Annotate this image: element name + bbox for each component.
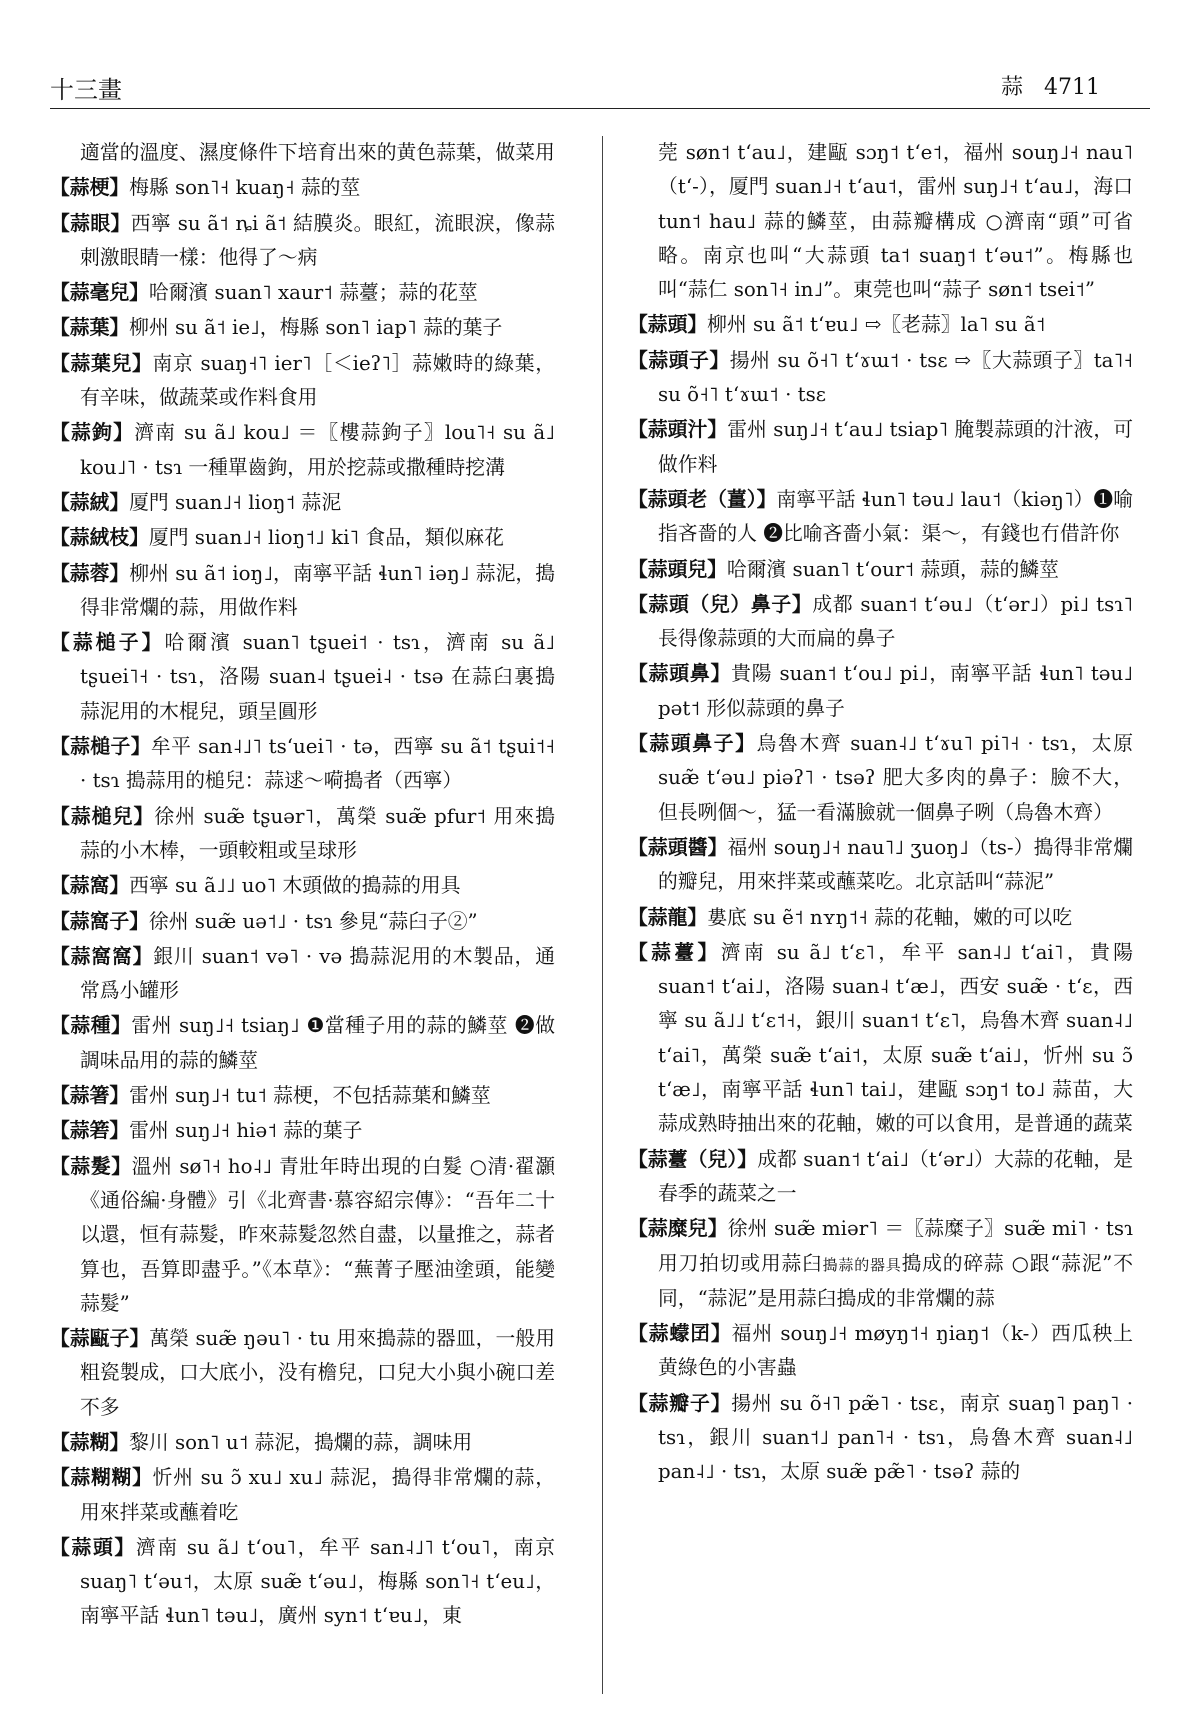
dictionary-entry: [628, 900, 1133, 935]
entry-text: 徐州 suæ̃ miər˥ ＝〖蒜糜子〗suæ̃ mi˥ · tsɿ 用刀拍切或用蒜臼: [658, 1217, 1133, 1275]
dictionary-entry: [50, 206, 555, 276]
entry-text: 徐州 suæ̃ tʂuər˥，萬榮 suæ̃ pfur˦ 用來搗蒜的小木棒，一頭較粗或呈球形: [80, 804, 555, 862]
entry-text: 梅縣 son˥˧ kuaŋ˧ 蒜的莖: [129, 176, 361, 200]
entry-text: 成都 suan˦ tʻai˩（tʻər˩）大蒜的花軸，是春季的蔬菜之一: [658, 1147, 1133, 1205]
entry-headword: 【蒜箬】: [50, 1118, 130, 1143]
dictionary-entry: [628, 1211, 1133, 1316]
entry-headword: 【蒜頭老（薑）】: [628, 486, 777, 511]
entry-note: 搗蒜的器具: [822, 1255, 902, 1274]
entry-headword: 【蒜頭兒】: [628, 556, 727, 581]
header-rule: [50, 108, 1150, 109]
dictionary-entry: [50, 520, 555, 555]
column-divider: [602, 136, 603, 1694]
dictionary-entry: [50, 729, 555, 799]
entry-headword: 【蒜絨】: [50, 489, 130, 514]
dictionary-entry: [50, 346, 555, 416]
dictionary-entry: [628, 482, 1133, 552]
dictionary-entry: [50, 485, 555, 520]
entry-text: 婁底 su ẽ˦ nʏŋ˦˧ 蒜的花軸，嫩的可以吃: [707, 905, 1072, 929]
entry-text: 濟南 su ã˩ kou˩ ＝〖樓蒜鉤子〗lou˥˧ su ã˩ kou˩˥ · tsɿ 一種單齒鉤，用於挖蒜或撒種時挖溝: [80, 421, 555, 479]
entry-headword: 【蒜葉】: [50, 315, 130, 340]
entry-text: 西寧 su ã˩˩ uo˥ 木頭做的搗蒜的用具: [129, 874, 461, 898]
page-heading: [1001, 70, 1100, 101]
entry-text: 銀川 suan˦ və˥ · və 搗蒜泥用的木製品，通常爲小罐形: [80, 944, 555, 1003]
entry-headword: 【蒜鉤】: [50, 420, 135, 445]
dictionary-entry: [50, 868, 555, 903]
page-header: [50, 62, 1150, 106]
entry-text: 哈爾濱 suan˥ xaur˦ 蒜薹；蒜的花莖: [148, 281, 478, 305]
dictionary-entry: [628, 726, 1133, 830]
entry-headword: 【蒜蠓囝】: [628, 1321, 732, 1346]
dictionary-entry: [628, 1142, 1133, 1212]
dictionary-entry: [628, 552, 1133, 587]
entry-text: 福州 souŋ˩˧ nau˥˩ ʒuoŋ˩（ts-）搗得非常爛的瓣兒，用來拌菜或蘸菜吃。北京話叫“蒜泥”: [658, 835, 1133, 894]
dictionary-entry: [50, 136, 555, 170]
entry-text: 徐州 suæ̃ uə˦˩ · tsɿ 參見“蒜臼子②”: [148, 909, 478, 933]
dictionary-entry: [50, 275, 555, 310]
dictionary-entry: [628, 307, 1133, 342]
entry-text: 成都 suan˦ tʻəu˩（tʻər˩）pi˩ tsɿ˥ 長得像蒜頭的大而扁的鼻子: [658, 592, 1133, 651]
entry-headword: 【蒜頭汁】: [628, 417, 728, 442]
entry-text: 貴陽 suan˦ tʻou˩ pi˩，南寧平話 ɬun˥ təu˩ pət˦ 形似蒜頭的鼻子: [658, 662, 1133, 720]
dictionary-entry: [50, 1321, 555, 1425]
dictionary-entry: [50, 1460, 555, 1530]
entry-headword: 【蒜種】: [50, 1013, 132, 1038]
dictionary-entry: [50, 310, 555, 345]
entry-text: 雷州 suŋ˩˧ tʻau˩ tsiap˥ 腌製蒜頭的汁液，可做作料: [658, 418, 1133, 476]
entry-headword: 【蒜槌子】: [50, 630, 165, 655]
entry-headword: 【蒜薹（兒）】: [628, 1146, 758, 1171]
entry-text: 福州 souŋ˩˧ møyŋ˦˧ ŋiaŋ˦（k-）西瓜秧上黄綠色的小害蟲: [658, 1322, 1133, 1380]
entry-text: 莞 søn˦ tʻau˩，建甌 sɔŋ˦ tʻe˦，福州 souŋ˩˧ nau˥（tʻ-），厦門 suan˩˧ tʻau˦，雷州 suŋ˩˧ tʻau˩，海口 tun˦ hau˩ 蒜的鱗莖，由蒜瓣構成 ○濟南“頭”可省略。南京也叫“大蒜頭 ta˦ suaŋ˦ tʻəu˦”。梅縣也叫“蒜仁 son˥˧ in˩”。東莞也叫“蒜子 søn˦ tsei˦”: [658, 141, 1133, 302]
entry-headword: 【蒜頭醬】: [628, 834, 728, 859]
dictionary-entry: [628, 136, 1133, 307]
entry-text: 黎川 son˥ u˦ 蒜泥，搗爛的蒜，調味用: [129, 1430, 473, 1454]
dictionary-entry: [50, 1149, 555, 1321]
dictionary-entry: [50, 170, 555, 205]
entry-text: 烏魯木齊 suan˨˩ tʻɤu˥ pi˥˧ · tsɿ，太原 suæ̃ tʻəu˩ piəʔ˥ · tsəʔ 肥大多肉的鼻子：臉不大，但長咧個～，猛一看滿臉就一個鼻子咧（烏魯木齊）: [658, 732, 1133, 824]
entry-text: 忻州 su ɔ̃ xu˩ xu˩ 蒜泥，搗得非常爛的蒜，用來拌菜或蘸着吃: [80, 1466, 555, 1524]
entry-text: 南寧平話 ɬun˥ təu˩ lau˦（kiəŋ˥）❶喻指吝嗇的人 ❷比喻吝嗇小氣：渠～，有錢也冇借許你: [658, 487, 1133, 546]
entry-text: 揚州 su õ˧˥ tʻɤɯ˦ · tsɛ ⇨〖大蒜頭子〗ta˥˧ su õ˧˥ tʻɤɯ˦ · tsɛ: [658, 348, 1133, 407]
entry-text: 哈爾濱 suan˥ tʻour˦ 蒜頭，蒜的鱗莖: [726, 557, 1059, 581]
dictionary-entry: [628, 343, 1133, 413]
entry-headword: 【蒜毫兒】: [50, 280, 149, 305]
entry-text: 溫州 sø˥˧ ho˨˩ 青壯年時出現的白髮 ○清·翟灝《通俗編·身體》引《北齊書·慕容紹宗傳》：“吾年二十以還，恒有蒜髮，昨來蒜髮忽然自盡，以量推之，蒜者算也，吾算即盡乎。”《本草》：“蕪菁子壓油塗頭，能變蒜髮”: [80, 1154, 555, 1315]
entry-headword: 【蒜頭子】: [628, 347, 730, 372]
entry-text: 西寧 su ã˦ ȵi ã˦ 結膜炎。眼紅，流眼淚，像蒜刺激眼睛一樣：他得了～病: [80, 211, 555, 269]
entry-text: 濟南 su ã˩ tʻou˥，牟平 san˨˩˥ tʻou˥，南京 suaŋ˥ tʻəu˦，太原 suæ̃ tʻəu˩，梅縣 son˥˧ tʻeu˩，南寧平話 ɬun˥ təu˩，廣州 syn˦ tʻɐu˩，東: [80, 1535, 555, 1628]
dictionary-entry: [628, 830, 1133, 900]
entry-text: 哈爾濱 suan˥ tʂuei˦ · tsɿ，濟南 su ã˩ tʂuei˥˧ · tsɿ，洛陽 suan˨ tʂuei˨ · tsə 在蒜臼裏搗蒜泥用的木棍兒，頭呈圓形: [80, 631, 555, 723]
dictionary-entry: [628, 656, 1133, 726]
dictionary-entry: [50, 1008, 555, 1078]
entry-headword: 【蒜梗】: [50, 175, 130, 200]
entry-headword: 【蒜糊】: [50, 1429, 130, 1454]
entry-headword: 【蒜眼】: [50, 210, 131, 235]
entry-headword: 【蒜窩子】: [50, 908, 149, 933]
entry-text: 南京 suaŋ˧˥ ier˥［＜ieʔ˥］蒜嫩時的綠葉，有辛味，做蔬菜或作料食用: [80, 351, 555, 410]
entry-headword: 【蒜箸】: [50, 1083, 130, 1108]
dictionary-entry: [628, 1316, 1133, 1386]
dictionary-entry: [50, 1078, 555, 1113]
entry-text: 雷州 suŋ˩˧ tu˦ 蒜梗，不包括蒜葉和鱗莖: [129, 1084, 491, 1108]
entry-text: 厦門 suan˩˧ lioŋ˦ 蒜泥: [129, 490, 342, 514]
entry-text: 柳州 su ã˦ ie˩，梅縣 son˥ iap˥ 蒜的葉子: [129, 316, 503, 340]
entry-headword: 【蒜頭（兒）鼻子】: [628, 591, 813, 616]
dictionary-entry: [628, 935, 1133, 1142]
dictionary-entry: [50, 1113, 555, 1148]
entry-text: 搗成的碎蒜 ○跟“蒜泥”不同，“蒜泥”是用蒜臼搗成的非常爛的蒜: [658, 1251, 1133, 1310]
entry-headword: 【蒜瓣子】: [628, 1390, 732, 1415]
dictionary-entry: [50, 625, 555, 729]
left-column: [50, 136, 555, 1700]
dictionary-entry: [50, 904, 555, 939]
section-title: 十三畫: [50, 76, 122, 104]
entry-headword: 【蒜絨枝】: [50, 525, 149, 550]
entry-text: 雷州 suŋ˩˧ tsiaŋ˩ ❶當種子用的蒜的鱗莖 ❷做調味品用的蒜的鱗莖: [80, 1014, 555, 1072]
dictionary-entry: [50, 556, 555, 626]
page-number: 4711: [1044, 75, 1100, 100]
entry-headword: 【蒜頭鼻子】: [628, 731, 757, 756]
entry-headword: 【蒜頭】: [50, 1534, 136, 1559]
entry-text: 厦門 suan˩˧ lioŋ˦˩ ki˥ 食品，類似麻花: [148, 526, 504, 550]
entry-headword: 【蒜槌子】: [50, 734, 151, 759]
dictionary-entry: [50, 939, 555, 1009]
entry-headword: 【蒜窩窩】: [50, 943, 154, 968]
entry-headword: 【蒜槌兒】: [50, 803, 155, 828]
entry-text: 萬榮 suæ̃ ŋəu˥ · tu 用來搗蒜的器皿，一般用粗瓷製成，口大底小，没有檐兒，口兒大小與小碗口差不多: [80, 1327, 555, 1419]
dictionary-entry: [50, 1425, 555, 1460]
dictionary-entry: [628, 587, 1133, 657]
dictionary-entry: [50, 1530, 555, 1634]
entry-text: 揚州 su õ˧˥ pæ̃˥ · tsɛ，南京 suaŋ˥ paŋ˥ · tsɿ，銀川 suan˦˩ pan˥˧ · tsɿ，烏魯木齊 suan˨˩ pan˨˩ · tsɿ，太原 suæ̃ pæ̃˥ · tsəʔ 蒜的: [658, 1391, 1133, 1484]
entry-headword: 【蒜糜兒】: [628, 1216, 728, 1241]
entry-headword: 【蒜蓉】: [50, 560, 130, 585]
dictionary-entry: [628, 412, 1133, 482]
right-column: [628, 136, 1133, 1700]
entry-text: 濟南 su ã˩ tʻɛ˥，牟平 san˨˩ tʻai˥，貴陽 suan˦ tʻai˩，洛陽 suan˨ tʻæ˩，西安 suæ̃ · tʻɛ，西寧 su ã˩˩ tʻɛ˦˧，銀川 suan˦ tʻɛ˥，烏魯木齊 suan˨˩ tʻai˥，萬榮 suæ̃ tʻai˦，太原 suæ̃ tʻai˩，忻州 su ɔ̃ tʻæ˩，南寧平話 ɬun˥ tai˩，建甌 sɔŋ˦ to˩ 蒜苗，大蒜成熟時抽出來的花軸，嫩的可以食用，是普通的蔬菜: [658, 940, 1133, 1136]
entry-text: 牟平 san˨˩˥ tsʻuei˥ · tə，西寧 su ã˦ tʂui˦˧ · tsɿ 搗蒜用的槌兒：蒜逑～嗬搗者（西寧）: [80, 735, 555, 793]
entry-text: 適當的溫度、濕度條件下培育出來的黄色蒜葉，做菜用: [80, 141, 555, 164]
dictionary-entry: [50, 415, 555, 485]
entry-headword: 【蒜頭】: [628, 312, 708, 337]
entry-headword: 【蒜薹】: [628, 939, 721, 964]
entry-text: 柳州 su ã˦ tʻɐu˩ ⇨〖老蒜〗la˥ su ã˦: [707, 313, 1046, 337]
entry-text: 柳州 su ã˦ ioŋ˩，南寧平話 ɬun˥ iəŋ˩ 蒜泥，搗得非常爛的蒜，用做作料: [80, 561, 555, 619]
entry-headword: 【蒜葉兒】: [50, 350, 153, 375]
entry-headword: 【蒜窩】: [50, 873, 130, 898]
entry-headword: 【蒜甌子】: [50, 1326, 150, 1351]
entry-headword: 【蒜髮】: [50, 1153, 132, 1178]
entry-text: 雷州 suŋ˩˧ hiə˦ 蒜的葉子: [129, 1119, 363, 1143]
entry-headword: 【蒜頭鼻】: [628, 661, 732, 686]
entry-headword: 【蒜龍】: [628, 904, 708, 929]
entry-headword: 【蒜糊糊】: [50, 1465, 153, 1490]
dictionary-entry: [50, 799, 555, 869]
dictionary-entry: [628, 1386, 1133, 1490]
head-character: 蒜: [1001, 75, 1024, 100]
